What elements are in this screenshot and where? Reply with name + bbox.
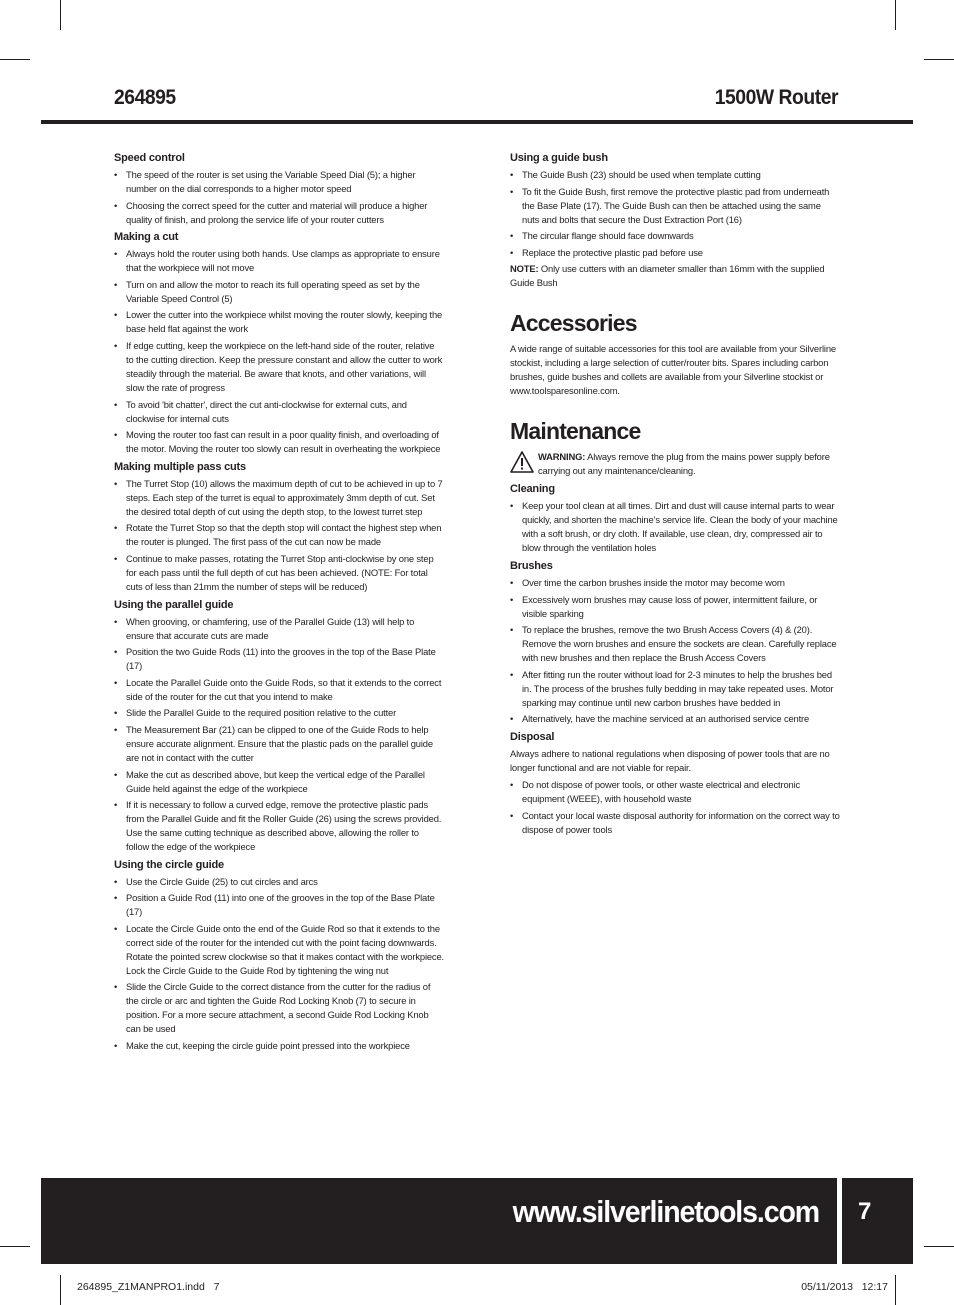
list-item: • Alternatively, have the machine serviced at an authorised service centre [510, 712, 840, 726]
section-heading-parallel-guide: Using the parallel guide [114, 598, 234, 611]
warning-label: WARNING: [538, 451, 586, 463]
website-url: www.silverlinetools.com [512, 1194, 819, 1229]
guide-bush-list [510, 168, 840, 260]
list-item: • Do not dispose of power tools, or other waste electrical and electronic equipment (WEEE), with household waste [510, 778, 840, 806]
section-heading-brushes: Brushes [510, 559, 553, 572]
slug-date-info: 05/11/2013 12:17 [801, 1281, 888, 1293]
maintenance-warning [510, 450, 840, 478]
list-item: • Locate the Circle Guide onto the end of the Guide Rod so that it extends to the correct side of the router for the intended cut with the point facing downwards. Rotate the pointed screw clockwise so that it makes contact with the workpiece. Lock the Circle Guide to the Guide Rod by tightening the wing nut [114, 922, 444, 978]
crop-mark [924, 59, 954, 60]
list-item: • To avoid 'bit chatter', direct the cut anti-clockwise for external cuts, and clockwise for internal cuts [114, 398, 444, 426]
list-item: • Moving the router too fast can result in a poor quality finish, and overloading of the motor. Moving the router too slowly can result in overheating the workpiece [114, 428, 444, 456]
accessories-heading: Accessories [510, 310, 637, 337]
list-item: • The Measurement Bar (21) can be clipped to one of the Guide Rods to help ensure accurate alignment. Ensure that the plastic pads on the parallel guide are not in contact with the cutter [114, 723, 444, 765]
footer-bar [41, 1178, 837, 1264]
section-heading-multiple-pass: Making multiple pass cuts [114, 460, 246, 473]
brushes-list [510, 576, 840, 726]
left-column [114, 150, 444, 1056]
list-item: • Slide the Circle Guide to the correct distance from the cutter for the radius of the circle or arc and tighten the Guide Rod Locking Knob (7) to secure in position. For a more secure attachment, a second Guide Rod Locking Knob can be used [114, 980, 444, 1036]
crop-mark [0, 1246, 30, 1247]
warning-text: Always remove the plug from the mains power supply before carrying out any maintenance/cleaning. [538, 451, 830, 477]
cleaning-list [510, 499, 840, 555]
slug-file-info: 264895_Z1MANPRO1.indd 7 [77, 1281, 220, 1293]
accessories-text: A wide range of suitable accessories for this tool are available from your Silverline stockist, including a large selection of cutter/router bits. Spares including carbon brushes, guide bushes and collets are available from your Silverline stockist or www.toolsparesonline.com. [510, 343, 836, 397]
list-item: • Slide the Parallel Guide to the required position relative to the cutter [114, 706, 444, 720]
list-item: • To replace the brushes, remove the two Brush Access Covers (4) & (20). Remove the worn brushes and ensure the sockets are clean. Carefully replace with new brushes and then replace the Brush Access Covers [510, 623, 840, 665]
list-item: • Make the cut, keeping the circle guide point pressed into the workpiece [114, 1039, 444, 1053]
disposal-text: Always adhere to national regulations when disposing of power tools that are no longer functional and are not viable for repair. [510, 747, 830, 773]
section-heading-cleaning: Cleaning [510, 483, 555, 496]
list-item: • Locate the Parallel Guide onto the Guide Rods, so that it extends to the correct side of the router for the cut that you intend to make [114, 676, 444, 704]
maintenance-heading: Maintenance [510, 418, 641, 445]
list-item: • Use the Circle Guide (25) to cut circles and arcs [114, 875, 444, 889]
product-code: 264895 [114, 86, 176, 109]
crop-mark [895, 0, 896, 30]
section-heading-disposal: Disposal [510, 730, 555, 743]
list-item: • Excessively worn brushes may cause loss of power, intermittent failure, or visible sparking [510, 593, 840, 621]
product-title: 1500W Router [714, 86, 838, 109]
list-item: • If it is necessary to follow a curved edge, remove the protective plastic pads from the Parallel Guide and fit the Roller Guide (26) using the screws provided. Use the same cutting technique as described above, allowing the roller to follow the edge of the workpiece [114, 798, 444, 854]
speed-control-list [114, 168, 444, 227]
list-item: • The Turret Stop (10) allows the maximum depth of cut to be achieved in up to 7 steps. Each step of the turret is equal to approximately 3mm depth of cut. Set the desired total depth of cut using the depth stop, to the lowest turret step [114, 477, 444, 519]
section-heading-making-a-cut: Making a cut [114, 231, 179, 244]
header-rule [41, 120, 913, 124]
list-item: • Make the cut as described above, but keep the vertical edge of the Parallel Guide held against the edge of the workpiece [114, 768, 444, 796]
disposal-list [510, 778, 840, 837]
crop-mark [60, 0, 61, 30]
list-item: • Always hold the router using both hands. Use clamps as appropriate to ensure that the workpiece will not move [114, 247, 444, 275]
crop-mark [924, 1246, 954, 1247]
list-item: • Lower the cutter into the workpiece whilst moving the router slowly, keeping the base held flat against the work [114, 308, 444, 336]
section-heading-speed-control: Speed control [114, 152, 185, 164]
list-item: • Over time the carbon brushes inside the motor may become worn [510, 576, 840, 590]
list-item: • To fit the Guide Bush, first remove the protective plastic pad from underneath the Base Plate (17). The Guide Bush can then be attached using the same nuts and bolts that secure the Dust Extraction Port (16) [510, 185, 840, 227]
list-item: • Choosing the correct speed for the cutter and material will produce a higher quality of finish, and prolong the service life of your router cutters [114, 199, 444, 227]
crop-mark [0, 59, 30, 60]
list-item: • Keep your tool clean at all times. Dirt and dust will cause internal parts to wear quickly, and shorten the machine’s service life. Clean the body of your machine with a soft brush, or dry cloth. If available, use clean, dry, compressed air to blow through the ventilation holes [510, 499, 840, 555]
list-item: • The Guide Bush (23) should be used when template cutting [510, 168, 840, 182]
list-item: • If edge cutting, keep the workpiece on the left-hand side of the router, relative to the cutting direction. Keep the pressure constant and allow the cutter to work steadily through the material. Be aware that knots, and other variations, will slow the rate of progress [114, 339, 444, 395]
right-column [510, 150, 840, 839]
list-item: • Position the two Guide Rods (11) into the grooves in the top of the Base Plate (17) [114, 645, 444, 673]
page-number-box [842, 1178, 913, 1264]
crop-mark [60, 1275, 61, 1305]
list-item: • Turn on and allow the motor to reach its full operating speed as set by the Variable Speed Control (5) [114, 278, 444, 306]
section-heading-guide-bush: Using a guide bush [510, 152, 608, 164]
list-item: • Continue to make passes, rotating the Turret Stop anti-clockwise by one step for each pass until the full depth of cut has been achieved. (NOTE: For total cuts of less than 21mm the number of steps will be reduced) [114, 552, 444, 594]
note-text: Only use cutters with an diameter smaller than 16mm with the supplied Guide Bush [510, 263, 825, 289]
list-item: • Replace the protective plastic pad before use [510, 246, 840, 260]
list-item: • Rotate the Turret Stop so that the depth stop will contact the highest step when the router is plunged. The first pass of the cut can now be made [114, 521, 444, 549]
list-item: • Contact your local waste disposal authority for information on the correct way to dispose of power tools [510, 809, 840, 837]
page-number: 7 [858, 1198, 872, 1225]
note-label: NOTE: [510, 263, 539, 275]
list-item: • Position a Guide Rod (11) into one of the grooves in the top of the Base Plate (17) [114, 891, 444, 919]
list-item: • When grooving, or chamfering, use of the Parallel Guide (13) will help to ensure that accurate cuts are made [114, 615, 444, 643]
section-heading-circle-guide: Using the circle guide [114, 858, 224, 871]
list-item: • After fitting run the router without load for 2-3 minutes to help the brushes bed in. The process of the brushes fully bedding in may take repeated uses. Motor sparking may continue until new carbon brushes have bedded in [510, 668, 840, 710]
making-a-cut-list [114, 247, 444, 456]
list-item: • The circular flange should face downwards [510, 229, 840, 243]
list-item: • The speed of the router is set using the Variable Speed Dial (5); a higher number on the dial corresponds to a higher motor speed [114, 168, 444, 196]
multiple-pass-list [114, 477, 444, 594]
circle-guide-list [114, 875, 444, 1053]
parallel-guide-list [114, 615, 444, 855]
warning-triangle-icon [510, 451, 534, 473]
guide-bush-note [510, 262, 840, 290]
crop-mark [895, 1275, 896, 1305]
